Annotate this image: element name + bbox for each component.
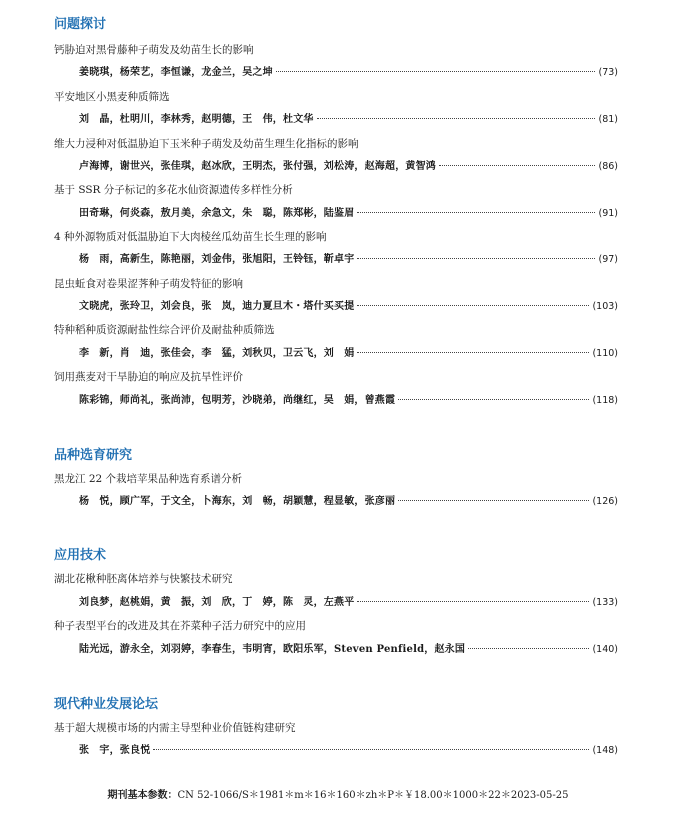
leader-dots [468, 648, 589, 649]
article-title[interactable]: 饲用燕麦对干旱胁迫的响应及抗旱性评价 [54, 371, 243, 383]
leader-dots [439, 165, 595, 166]
section-title-variety-breeding: 品种选育研究 [54, 448, 133, 463]
article-authors: 陈彩锦，师尚礼，张尚沛，包明芳，沙晓弟，尚继红，吴 娟，曾燕霞 [79, 395, 396, 406]
article-title[interactable]: 湖北花楸种胚离体培养与快繁技术研究 [54, 573, 233, 585]
toc-author-line [79, 495, 618, 509]
page-number: (73) [598, 67, 618, 78]
section-title-modern-seed-industry-forum: 现代种业发展论坛 [54, 697, 159, 712]
article-title[interactable]: 黑龙江 22 个栽培苹果品种选育系谱分析 [54, 473, 243, 485]
page-number: (81) [598, 114, 618, 125]
article-authors: 陆光远，游永全，刘羽婷，李春生，韦明宵，欧阳乐军，Steven Penfield，赵永国 [79, 644, 466, 655]
page-number: (91) [598, 208, 618, 219]
toc-author-line [79, 643, 618, 657]
page-number: (148) [592, 745, 618, 756]
article-authors: 刘 晶，杜明川，李林秀，赵明德，王 伟，杜文华 [79, 114, 314, 125]
footer-params: CN 52-1066/S＊1981＊m＊16＊160＊zh＊P＊￥18.00＊1000＊22＊2023-05-25 [177, 790, 569, 801]
page-number: (103) [592, 301, 618, 312]
page-number: (86) [598, 161, 618, 172]
toc-author-line [79, 113, 618, 127]
leader-dots [357, 352, 589, 353]
toc-author-line [79, 596, 618, 610]
article-authors: 刘良梦，赵桃娟，黄 振，刘 欣，丁 婷，陈 灵，左燕平 [79, 597, 355, 608]
article-title[interactable]: 平安地区小黑麦种质筛选 [54, 91, 170, 103]
article-title[interactable]: 种子表型平台的改进及其在芥菜种子活力研究中的应用 [54, 620, 306, 632]
leader-dots [398, 500, 589, 501]
page-number: (110) [592, 348, 618, 359]
leader-dots [317, 118, 596, 119]
footer-label: 期刊基本参数： [107, 790, 178, 801]
page-number: (97) [598, 254, 618, 265]
article-title[interactable]: 钙胁迫对黑骨藤种子萌发及幼苗生长的影响 [54, 44, 254, 56]
toc-author-line [79, 253, 618, 267]
article-title[interactable]: 4 种外源物质对低温胁迫下大肉棱丝瓜幼苗生长生理的影响 [54, 231, 327, 243]
page-number: (126) [592, 496, 618, 507]
leader-dots [357, 601, 589, 602]
article-title[interactable]: 基于超大规模市场的内需主导型种业价值链构建研究 [54, 722, 296, 734]
toc-author-line [79, 160, 618, 174]
page-number: (118) [592, 395, 618, 406]
article-title[interactable]: 基于 SSR 分子标记的多花水仙资源遗传多样性分析 [54, 184, 293, 196]
article-title[interactable]: 昆虫蚯食对卷果涩荠种子萌发特征的影响 [54, 278, 243, 290]
article-authors: 杨 雨，高新生，陈艳丽，刘金伟，张旭阳，王铃钰，靳卓宇 [79, 254, 355, 265]
article-authors: 文晓虎，张玲卫，刘会良，张 岚，迪力夏旦木・塔什买买提 [79, 301, 355, 312]
leader-dots [276, 71, 596, 72]
section-title-applied-technology: 应用技术 [54, 548, 107, 563]
article-authors: 张 宇，张良悦 [79, 745, 151, 756]
page-number: (140) [592, 644, 618, 655]
leader-dots [398, 399, 589, 400]
leader-dots [153, 749, 589, 750]
toc-author-line [79, 744, 618, 758]
journal-parameters-footer [0, 786, 676, 801]
article-title[interactable]: 特种稻种质资源耐盐性综合评价及耐盐种质筛选 [54, 324, 275, 336]
leader-dots [357, 258, 595, 259]
toc-author-line [79, 394, 618, 408]
page-number: (133) [592, 597, 618, 608]
article-authors: 田奇琳，何炎森，敖月美，余急文，朱 聪，陈郑彬，陆鉴眉 [79, 208, 355, 219]
toc-author-line [79, 207, 618, 221]
article-authors: 杨 悦，顾广军，于文全，卜海东，刘 畅，胡颖慧，程显敏，张彦丽 [79, 496, 396, 507]
leader-dots [357, 212, 595, 213]
article-authors: 卢海博，谢世兴，张佳琪，赵冰欣，王明杰，张付强，刘松涛，赵海超，黄智鸿 [79, 161, 436, 172]
leader-dots [357, 305, 589, 306]
article-authors: 姜晓琪，杨荣艺，李恒谦，龙金兰，吴之坤 [79, 67, 273, 78]
toc-author-line [79, 300, 618, 314]
article-authors: 李 新，肖 迪，张佳会，李 猛，刘秋贝，卫云飞，刘 娟 [79, 348, 355, 359]
article-title[interactable]: 维大力浸种对低温胁迫下玉米种子萌发及幼苗生理生化指标的影响 [54, 138, 359, 150]
toc-author-line [79, 66, 618, 80]
section-title-problem-discussion: 问题探讨 [54, 17, 107, 32]
toc-author-line [79, 347, 618, 361]
